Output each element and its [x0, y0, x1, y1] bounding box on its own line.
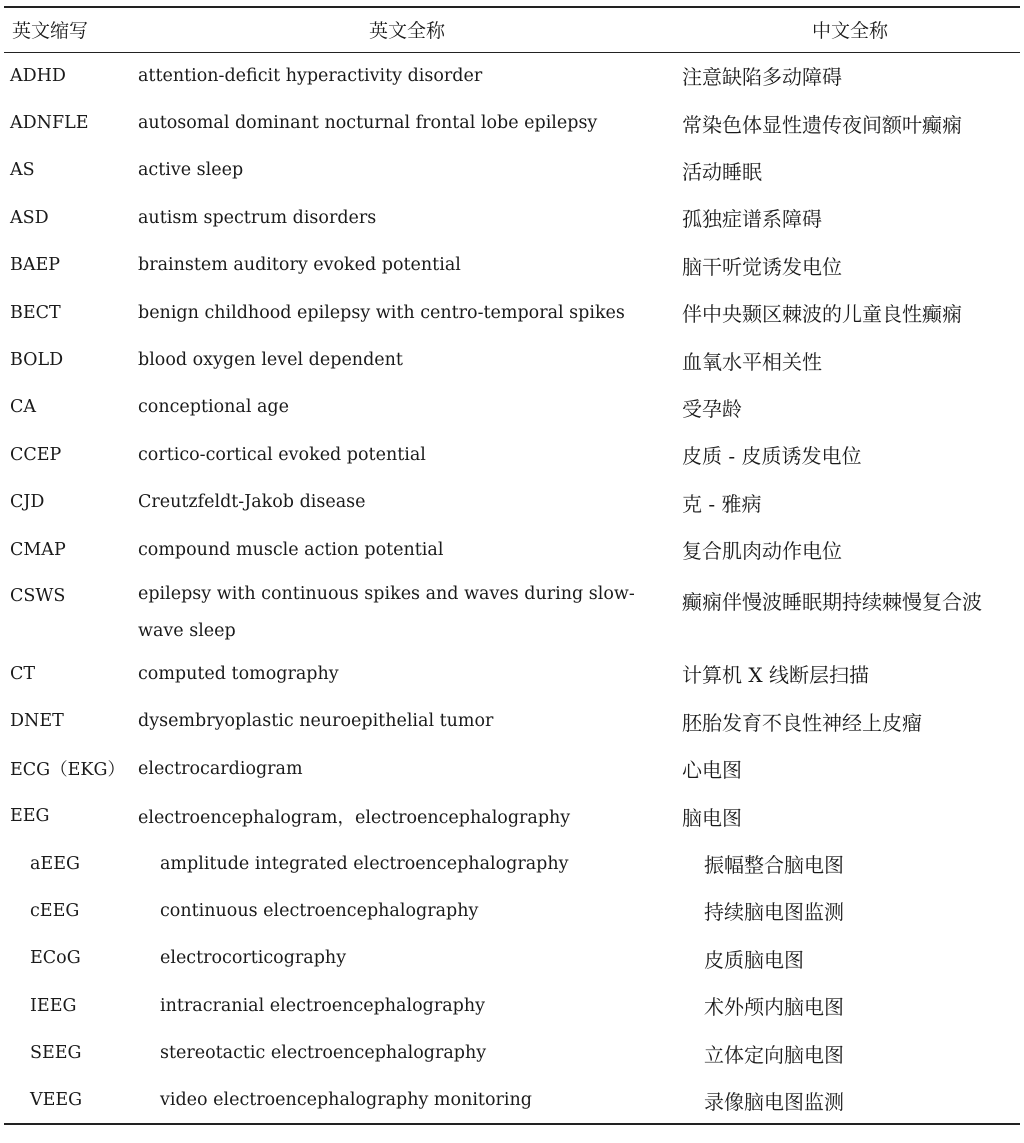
table-row [4, 745, 1020, 792]
table-row [4, 289, 1020, 336]
table-row [4, 698, 1020, 745]
table-row [4, 887, 1020, 934]
chinese-cell: 振幅整合脑电图 [704, 853, 844, 878]
header-english-full-name: 英文全称 [134, 7, 680, 52]
english-cell: computed tomography [138, 663, 339, 684]
table-row [4, 147, 1020, 194]
abbreviation-cell: CT [10, 663, 36, 684]
chinese-cell: 皮质 - 皮质诱发电位 [682, 444, 862, 469]
abbreviation-cell: BECT [10, 302, 61, 323]
table-row [4, 336, 1020, 383]
english-cell: epilepsy with continuous spikes and waves during slow-wave sleep [138, 584, 635, 642]
abbreviation-cell: AS [10, 160, 35, 181]
chinese-cell: 计算机 X 线断层扫描 [682, 663, 869, 688]
abbreviation-cell: DNET [10, 711, 64, 732]
chinese-cell: 癫痫伴慢波睡眠期持续棘慢复合波 [682, 590, 982, 615]
table-row [4, 194, 1020, 241]
table-row [4, 982, 1020, 1029]
chinese-cell: 皮质脑电图 [704, 947, 804, 972]
table-header [4, 7, 1020, 52]
abbreviation-cell: BAEP [10, 255, 61, 276]
abbreviation-cell: EEG [10, 806, 50, 827]
table-row [4, 431, 1020, 478]
table-row [4, 935, 1020, 982]
english-cell: dysembryoplastic neuroepithelial tumor [138, 711, 494, 732]
chinese-cell: 伴中央颞区棘波的儿童良性癫痫 [682, 302, 962, 327]
chinese-cell: 脑干听觉诱发电位 [682, 254, 842, 279]
english-cell: electrocardiogram [138, 758, 303, 779]
abbreviation-cell: VEEG [4, 1077, 134, 1124]
abbreviation-cell: ADHD [10, 65, 66, 86]
table-body [4, 52, 1020, 1124]
english-cell: amplitude integrated electroencephalography [160, 853, 569, 874]
english-cell: electrocorticography [160, 948, 347, 969]
chinese-cell: 术外颅内脑电图 [704, 995, 844, 1020]
english-cell: blood oxygen level dependent [138, 350, 403, 371]
table-row [4, 479, 1020, 526]
chinese-cell: 脑电图 [682, 805, 742, 830]
chinese-cell: 持续脑电图监测 [704, 900, 844, 925]
abbreviation-cell: cEEG [30, 900, 80, 921]
abbreviation-cell: BOLD [10, 350, 64, 371]
chinese-cell: 录像脑电图监测 [680, 1077, 1020, 1124]
abbreviation-cell: ADNFLE [10, 113, 89, 134]
english-cell: continuous electroencephalography [160, 900, 479, 921]
english-cell: electroencephalogram，electroencephalography [138, 807, 571, 828]
chinese-cell: 常染色体显性遗传夜间额叶癫痫 [682, 112, 962, 137]
chinese-cell: 血氧水平相关性 [682, 349, 822, 374]
chinese-cell: 克 - 雅病 [682, 491, 762, 516]
table-row [4, 573, 1020, 650]
chinese-cell: 复合肌肉动作电位 [682, 539, 842, 564]
table-row [4, 1077, 1020, 1124]
abbreviation-cell: CMAP [10, 539, 66, 560]
abbreviation-cell: ECoG [30, 948, 81, 969]
english-cell: attention-deficit hyperactivity disorder [138, 65, 483, 86]
table-row [4, 384, 1020, 431]
english-cell: video electroencephalography monitoring [134, 1077, 680, 1124]
abbreviation-cell: ECG（EKG） [10, 760, 125, 781]
english-cell: stereotactic electroencephalography [160, 1043, 487, 1064]
header-row [4, 7, 1020, 52]
abbreviation-cell: SEEG [30, 1043, 82, 1064]
chinese-cell: 注意缺陷多动障碍 [682, 65, 842, 90]
table-row [4, 840, 1020, 887]
chinese-cell: 孤独症谱系障碍 [682, 207, 822, 232]
table-row [4, 526, 1020, 573]
chinese-cell: 立体定向脑电图 [704, 1042, 844, 1067]
english-cell: autosomal dominant nocturnal frontal lobe epilepsy [138, 113, 598, 134]
chinese-cell: 受孕龄 [682, 396, 742, 421]
abbreviation-table [4, 6, 1020, 1125]
abbreviation-cell: CA [10, 397, 37, 418]
chinese-cell: 心电图 [682, 758, 742, 783]
english-cell: autism spectrum disorders [138, 207, 377, 228]
abbreviation-cell: IEEG [30, 995, 77, 1016]
table-row [4, 650, 1020, 697]
english-cell: conceptional age [138, 397, 289, 418]
table-row [4, 242, 1020, 289]
chinese-cell: 活动睡眠 [682, 159, 762, 184]
abbreviation-cell: ASD [10, 207, 49, 228]
abbreviation-cell: CJD [10, 492, 45, 513]
chinese-cell: 胚胎发育不良性神经上皮瘤 [682, 710, 922, 735]
abbreviation-cell: CCEP [10, 444, 62, 465]
table-row [4, 52, 1020, 99]
table-row [4, 1029, 1020, 1076]
english-cell: Creutzfeldt-Jakob disease [138, 492, 366, 513]
header-chinese-full-name: 中文全称 [680, 7, 1020, 52]
english-cell: benign childhood epilepsy with centro-temporal spikes [138, 302, 625, 323]
abbreviation-cell: aEEG [30, 853, 80, 874]
english-cell: cortico-cortical evoked potential [138, 444, 426, 465]
english-cell: compound muscle action potential [138, 539, 444, 560]
english-cell: active sleep [138, 160, 244, 181]
english-cell: intracranial electroencephalography [160, 995, 485, 1016]
table-row [4, 99, 1020, 146]
table-row [4, 792, 1020, 839]
header-abbreviation: 英文缩写 [4, 7, 134, 52]
english-cell: brainstem auditory evoked potential [138, 255, 461, 276]
abbreviation-cell: CSWS [10, 586, 66, 607]
